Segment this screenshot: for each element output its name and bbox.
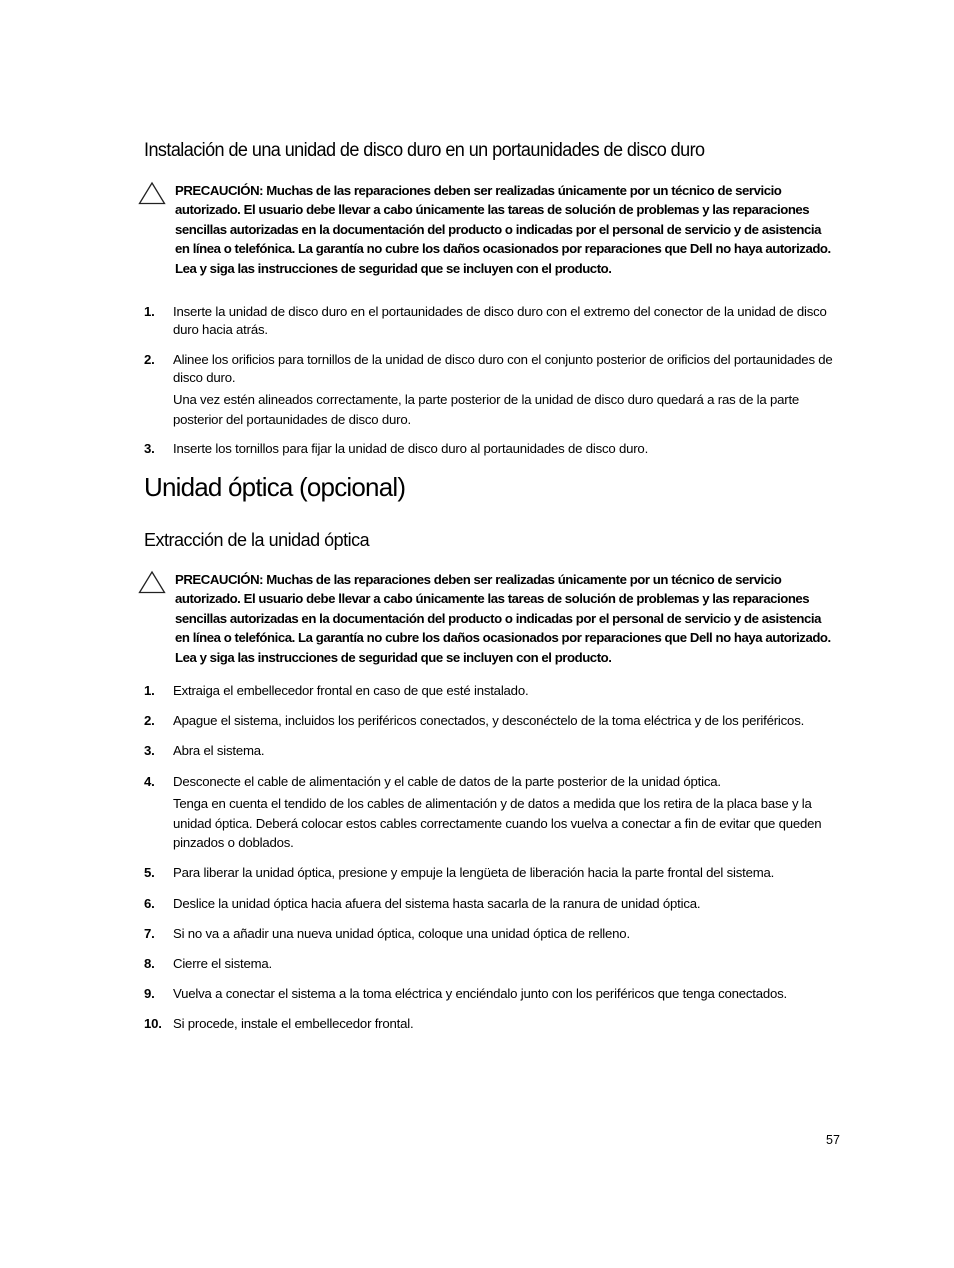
step-text: Apague el sistema, incluidos los periféricos conectados, y desconéctelo de la toma eléctrica y de los periféricos. [173, 713, 805, 728]
step-number: 1. [144, 304, 155, 319]
step-number: 1. [144, 683, 155, 698]
step-number: 5. [144, 865, 155, 880]
step-note: Una vez estén alineados correctamente, la parte posterior de la unidad de disco duro quedará a ras de la parte posterior del portaunidades de disco duro. [173, 392, 800, 427]
step-text: Inserte los tornillos para fijar la unidad de disco duro al portaunidades de disco duro. [173, 441, 649, 456]
caution-text: PRECAUCIÓN: Muchas de las reparaciones deben ser realizadas únicamente por un técnico de servicio autorizado. El usuario debe llevar a cabo únicamente las tareas de solución de problemas y las reparaciones sencillas autorizadas en la documentación del producto o indicadas por el personal de servicio y de asistencia en línea o telefónica. La garantía no cubre los daños ocasionados por reparaciones que Dell no haya autorizado. Lea y siga las instrucciones de seguridad que se incluyen con el producto. [175, 572, 831, 665]
section-heading-optical-removal: Extracción de la unidad óptica [144, 530, 370, 550]
step-text: Cierre el sistema. [173, 956, 272, 971]
step-number: 9. [144, 986, 155, 1001]
step-number: 10. [144, 1016, 162, 1031]
step-number: 6. [144, 896, 155, 911]
page-number: 57 [826, 1133, 840, 1147]
step-number: 4. [144, 774, 155, 789]
step-text: Abra el sistema. [173, 743, 265, 758]
step-number: 7. [144, 926, 155, 941]
step-number: 2. [144, 352, 155, 367]
step-text: Desconecte el cable de alimentación y el cable de datos de la parte posterior de la unidad óptica. [173, 774, 721, 789]
step-text: Deslice la unidad óptica hacia afuera del sistema hasta sacarla de la ranura de unidad óptica. [173, 896, 701, 911]
step-note: Tenga en cuenta el tendido de los cables de alimentación y de datos a medida que los retira de la placa base y la unidad óptica. Deberá colocar estos cables correctamente cuando los vuelva a conectar a fin de evitar que queden pinzados o doblados. [173, 796, 822, 850]
step-number: 3. [144, 743, 155, 758]
step-number: 8. [144, 956, 155, 971]
chapter-title: Unidad óptica (opcional) [144, 472, 406, 502]
caution-icon [138, 181, 166, 205]
step-text: Alinee los orificios para tornillos de la unidad de disco duro con el conjunto posterior de orificios del portaunidades de disco duro. [173, 352, 833, 385]
step-text: Si no va a añadir una nueva unidad óptica, coloque una unidad óptica de relleno. [173, 926, 630, 941]
step-text: Si procede, instale el embellecedor frontal. [173, 1016, 414, 1031]
step-text: Inserte la unidad de disco duro en el portaunidades de disco duro con el extremo del conector de la unidad de disco duro hacia atrás. [173, 304, 827, 337]
step-text: Extraiga el embellecedor frontal en caso de que esté instalado. [173, 683, 529, 698]
step-number: 3. [144, 441, 155, 456]
caution-text: PRECAUCIÓN: Muchas de las reparaciones deben ser realizadas únicamente por un técnico de servicio autorizado. El usuario debe llevar a cabo únicamente las tareas de solución de problemas y las reparaciones sencillas autorizadas en la documentación del producto o indicadas por el personal de servicio y de asistencia en línea o telefónica. La garantía no cubre los daños ocasionados por reparaciones que Dell no haya autorizado. Lea y siga las instrucciones de seguridad que se incluyen con el producto. [175, 183, 831, 276]
step-text: Vuelva a conectar el sistema a la toma eléctrica y enciéndalo junto con los periféricos que tenga conectados. [173, 986, 788, 1001]
caution-icon [138, 570, 166, 594]
document-page [144, 0, 838, 1268]
step-number: 2. [144, 713, 155, 728]
section-heading-hdd-install: Instalación de una unidad de disco duro en un portaunidades de disco duro [144, 140, 705, 161]
step-text: Para liberar la unidad óptica, presione y empuje la lengüeta de liberación hacia la parte frontal del sistema. [173, 865, 775, 880]
